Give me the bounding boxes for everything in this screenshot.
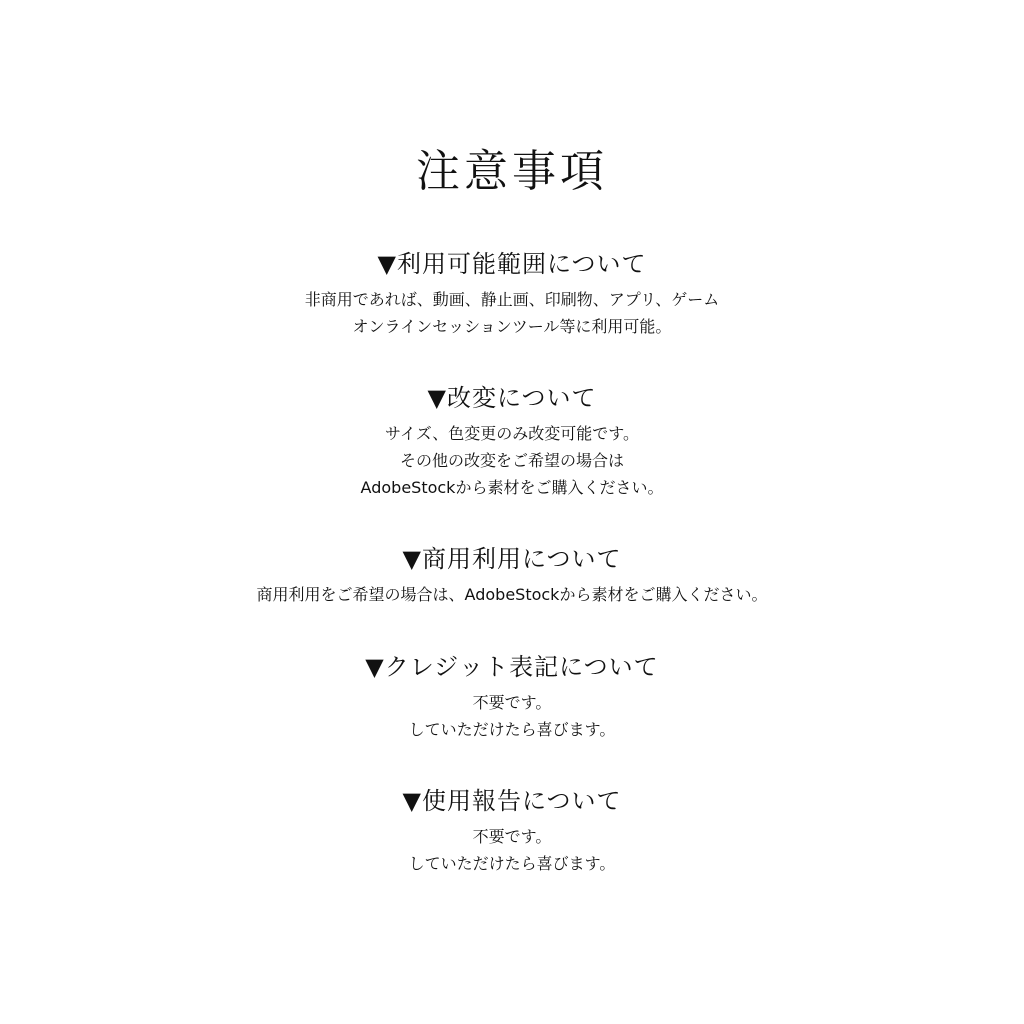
section-heading: ▼クレジット表記について: [365, 653, 659, 681]
section-modification: [0, 383, 1024, 501]
section-credit: [0, 652, 1024, 743]
section-text: その他の改変をご希望の場合は: [399, 451, 624, 470]
section-text: 非商用であれば、動画、静止画、印刷物、アプリ、ゲーム: [304, 290, 720, 309]
section-text: していただけたら喜びます。: [408, 854, 616, 873]
section-text: 商用利用をご希望の場合は、AdobeStockから素材をご購入ください。: [256, 585, 768, 604]
section-usage-report: [0, 786, 1024, 877]
section-text: オンラインセッションツール等に利用可能。: [352, 317, 672, 336]
section-text: 不要です。: [472, 693, 552, 712]
section-text: していただけたら喜びます。: [408, 720, 616, 739]
section-heading: ▼商用利用について: [402, 545, 622, 573]
section-text: AdobeStockから素材をご購入ください。: [360, 478, 664, 497]
section-usage-scope: [0, 249, 1024, 340]
page-title: 注意事項: [416, 146, 608, 197]
section-text: サイズ、色変更のみ改変可能です。: [385, 424, 639, 443]
section-heading: ▼使用報告について: [402, 787, 622, 815]
section-text: 不要です。: [472, 827, 552, 846]
section-commercial-use: [0, 544, 1024, 608]
section-heading: ▼利用可能範囲について: [377, 250, 647, 278]
section-heading: ▼改変について: [427, 384, 597, 412]
